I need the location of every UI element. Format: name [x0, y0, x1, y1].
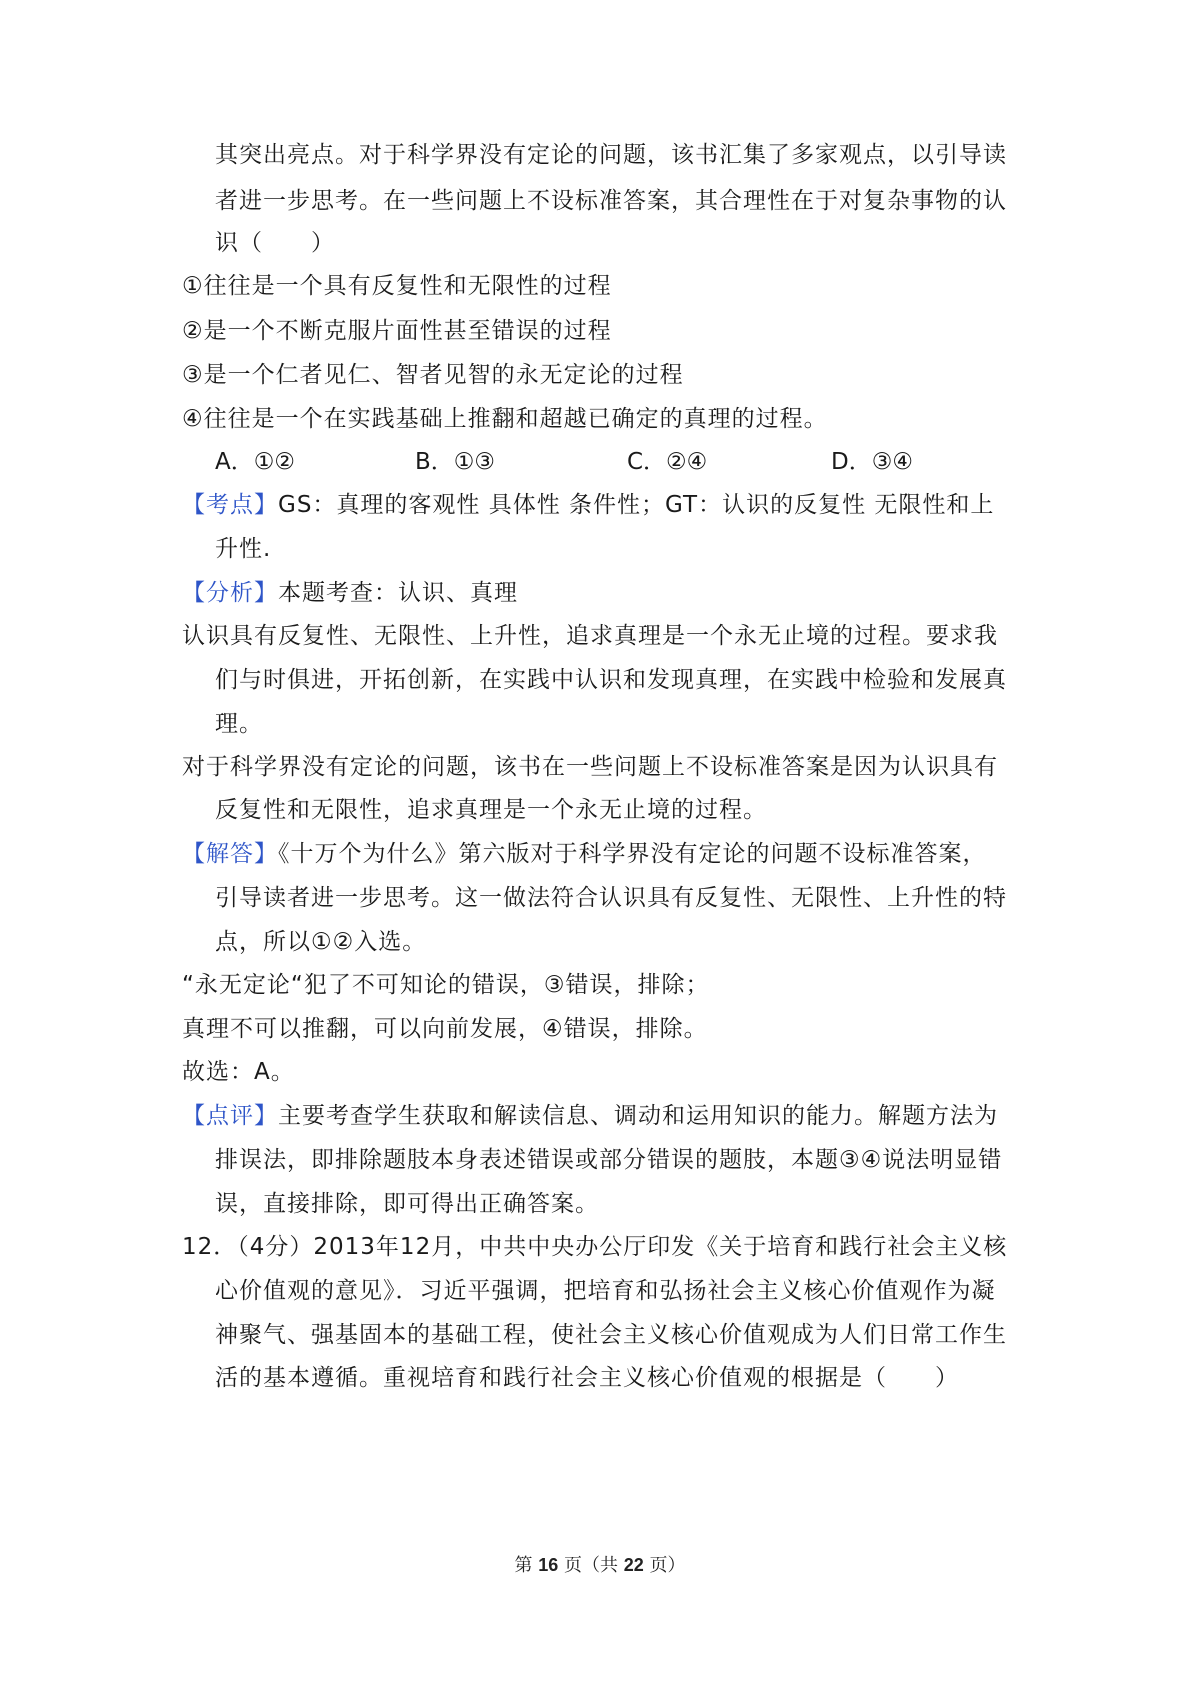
footer-mid: 页（共 — [564, 1555, 618, 1576]
jieda-after-line: 真理不可以推翻，可以向前发展，④错误，排除。 — [182, 1016, 708, 1042]
jieda-after-line: “永无定论“犯了不可知论的错误，③错误，排除； — [182, 972, 710, 998]
intro-line: 其突出亮点。对于科学界没有定论的问题，该书汇集了多家观点，以引导读 — [215, 142, 1007, 168]
jieda-line-2: 引导读者进一步思考。这一做法符合认识具有反复性、无限性、上升性的特 — [215, 885, 1007, 911]
jieda-tag: 【解答】 — [182, 841, 278, 867]
intro-line: 者进一步思考。在一些问题上不设标准答案，其合理性在于对复杂事物的认 — [215, 188, 1007, 214]
kaodian-line-2: 升性. — [215, 536, 272, 562]
question-12-line: 活的基本遵循。重视培育和践行社会主义核心价值观的根据是（ ） — [215, 1365, 959, 1391]
dianping-text: 主要考查学生获取和解读信息、调动和运用知识的能力。解题方法为 — [278, 1103, 998, 1129]
kaodian-tag: 【考点】 — [182, 492, 278, 518]
dianping-line-2: 排误法，即排除题肢本身表述错误或部分错误的题肢，本题③④说法明显错 — [215, 1147, 1003, 1173]
statement-4: ④往往是一个在实践基础上推翻和超越已确定的真理的过程。 — [182, 406, 828, 432]
kaodian-line — [182, 490, 994, 520]
kaodian-text: GS：真理的客观性 具体性 条件性；GT：认识的反复性 无限性和上 — [278, 492, 995, 518]
option-a: A．①② — [215, 449, 295, 475]
statement-1: ①往往是一个具有反复性和无限性的过程 — [182, 273, 612, 299]
fenxi-text: 本题考查：认识、真理 — [278, 580, 518, 606]
option-b: B．①③ — [415, 449, 496, 475]
fenxi-para2-line: 对于科学界没有定论的问题，该书在一些问题上不设标准答案是因为认识具有 — [182, 754, 998, 780]
dianping-line-3: 误，直接排除，即可得出正确答案。 — [215, 1191, 599, 1217]
fenxi-para1-line: 们与时俱进，开拓创新，在实践中认识和发现真理，在实践中检验和发展真 — [215, 667, 1007, 693]
footer-page-number: 16 — [538, 1555, 559, 1575]
question-12-line: 神聚气、强基固本的基础工程，使社会主义核心价值观成为人们日常工作生 — [215, 1322, 1007, 1348]
dianping-tag: 【点评】 — [182, 1103, 278, 1129]
jieda-line — [182, 839, 987, 869]
page-footer — [0, 1553, 1200, 1578]
statement-2: ②是一个不断克服片面性甚至错误的过程 — [182, 318, 612, 344]
jieda-text: 《十万个为什么》第六版对于科学界没有定论的问题不设标准答案， — [278, 841, 987, 867]
question-12-line: 12．（4分）2013年12月，中共中央办公厅印发《关于培育和践行社会主义核 — [182, 1234, 1008, 1260]
jieda-line-3: 点，所以①②入选。 — [215, 929, 427, 955]
intro-line: 识（ ） — [215, 230, 335, 256]
statement-3: ③是一个仁者见仁、智者见智的永无定论的过程 — [182, 362, 684, 388]
footer-total-pages: 22 — [623, 1555, 644, 1575]
fenxi-tag: 【分析】 — [182, 580, 278, 606]
footer-pre: 第 — [514, 1555, 533, 1576]
fenxi-para1-line: 认识具有反复性、无限性、上升性，追求真理是一个永无止境的过程。要求我 — [182, 623, 998, 649]
option-c: C．②④ — [627, 449, 708, 475]
dianping-line — [182, 1101, 998, 1131]
jieda-after-line: 故选：A。 — [182, 1059, 295, 1085]
fenxi-para2-line: 反复性和无限性，追求真理是一个永无止境的过程。 — [215, 797, 767, 823]
question-12-line: 心价值观的意见》．习近平强调，把培育和弘扬社会主义核心价值观作为凝 — [215, 1278, 996, 1304]
fenxi-line — [182, 578, 518, 608]
option-d: D．③④ — [831, 449, 913, 475]
footer-post: 页） — [649, 1555, 686, 1576]
fenxi-para1-line: 理。 — [215, 711, 263, 737]
